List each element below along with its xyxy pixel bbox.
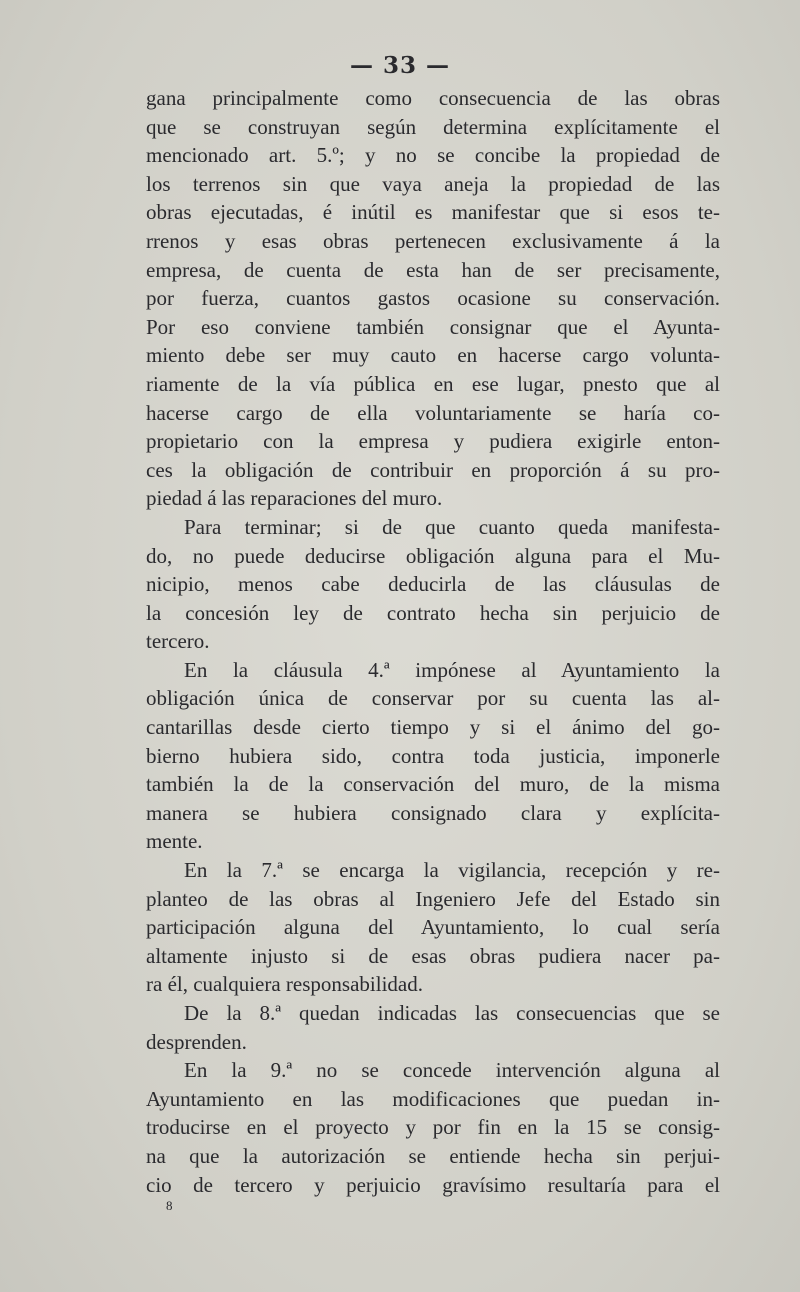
text-line: altamente injusto si de esas obras pudiera nacer pa- — [146, 943, 720, 968]
text-line: cio de tercero y perjuicio gravísimo resultaría para el — [146, 1172, 720, 1197]
text-line: piedad á las reparaciones del muro. — [146, 486, 443, 511]
text-line: nicipio, menos cabe deducirla de las cláusulas de — [146, 572, 720, 597]
text-line: hacerse cargo de ella voluntariamente se haría co- — [146, 400, 720, 425]
text-line: Para terminar; si de que cuanto queda manifesta- — [184, 514, 720, 539]
text-line: manera se hubiera consignado clara y explícita- — [146, 800, 720, 825]
text-line: miento debe ser muy cauto en hacerse cargo volunta- — [146, 343, 720, 368]
text-line: planteo de las obras al Ingeniero Jefe del Estado sin — [146, 886, 720, 911]
text-line: troducirse en el proyecto y por fin en la 15 se consig- — [146, 1115, 720, 1140]
body-text — [146, 84, 720, 1199]
text-line: que se construyan según determina explícitamente el — [146, 114, 720, 139]
text-line: riamente de la vía pública en ese lugar, pnesto que al — [146, 371, 720, 396]
text-line: cantarillas desde cierto tiempo y si el ánimo del go- — [146, 715, 720, 740]
text-line: propietario con la empresa y pudiera exigirle enton- — [146, 429, 720, 454]
text-line: mencionado art. 5.º; y no se concibe la propiedad de — [146, 143, 720, 168]
text-line: los terrenos sin que vaya aneja la propiedad de las — [146, 171, 720, 196]
text-line: En la cláusula 4.ª impónese al Ayuntamiento la — [184, 657, 720, 682]
text-line: participación alguna del Ayuntamiento, lo cual sería — [146, 915, 720, 940]
signature-mark: 8 — [166, 1198, 173, 1213]
text-line: De la 8.ª quedan indicadas las consecuencias que se — [184, 1001, 720, 1025]
text-line: na que la autorización se entiende hecha sin perjui- — [146, 1143, 720, 1168]
text-line: En la 7.ª se encarga la vigilancia, recepción y re- — [184, 858, 720, 883]
text-line: ra él, cualquiera responsabilidad. — [146, 972, 423, 997]
text-line: también la de la conservación del muro, de la misma — [146, 772, 720, 797]
text-line: En la 9.ª no se concede intervención alguna al — [184, 1058, 720, 1083]
text-line: por fuerza, cuantos gastos ocasione su conservación. — [146, 286, 720, 311]
text-line: Ayuntamiento en las modificaciones que puedan in- — [146, 1086, 720, 1111]
text-line: empresa, de cuenta de esta han de ser precisamente, — [146, 257, 720, 282]
text-line: la concesión ley de contrato hecha sin perjuicio de — [146, 600, 720, 625]
text-line: obras ejecutadas, é inútil es manifestar que si esos te- — [146, 200, 720, 225]
text-line: tercero. — [146, 629, 210, 654]
text-line: ces la obligación de contribuir en proporción á su pro- — [146, 457, 720, 482]
text-line: rrenos y esas obras pertenecen exclusivamente á la — [146, 228, 720, 253]
text-line: bierno hubiera sido, contra toda justicia, imponerle — [146, 743, 720, 768]
text-line: obligación única de conservar por su cuenta las al- — [146, 686, 720, 711]
text-line: gana principalmente como consecuencia de las obras — [146, 86, 720, 110]
text-line: do, no puede deducirse obligación alguna para el Mu- — [146, 543, 720, 568]
page-number: — 33 — — [349, 52, 451, 79]
text-line: Por eso conviene también consignar que el Ayunta- — [146, 314, 720, 339]
text-line: desprenden. — [146, 1029, 247, 1054]
text-line: mente. — [146, 829, 203, 854]
